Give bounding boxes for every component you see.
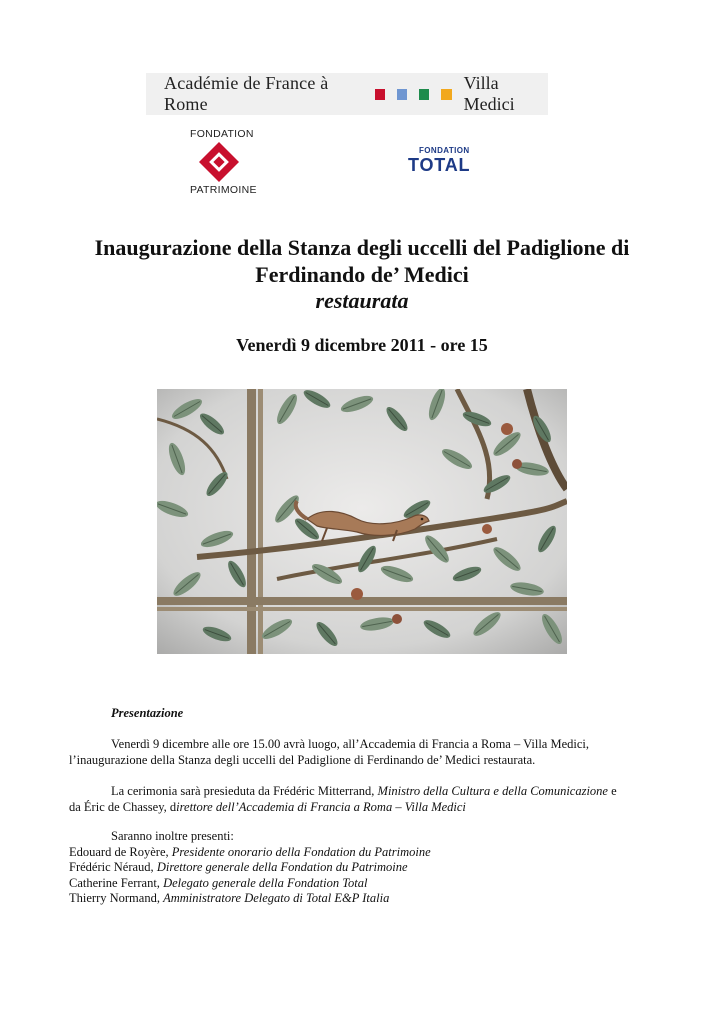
- para2-role-director: irettore dell’Accademia di Francia a Roma – Villa Medici: [176, 799, 466, 814]
- title-line-1: Inaugurazione della Stanza degli uccelli del Padiglione di: [94, 235, 630, 260]
- page-subtitle: restaurata: [315, 288, 409, 313]
- paragraph-1-line-1: Venerdì 9 dicembre alle ore 15.00 avrà luogo, all’Accademia di Francia a Roma – Villa Medici,: [111, 737, 590, 751]
- blue-square: [397, 89, 407, 100]
- attendee-row: [69, 845, 669, 861]
- attendees-intro: Saranno inoltre presenti:: [111, 829, 234, 843]
- green-square: [419, 89, 429, 100]
- fresco-image: [157, 389, 567, 654]
- attendees-list: [69, 829, 669, 907]
- para2-role-minister: Ministro della Cultura e della Comunicazione: [377, 784, 608, 798]
- attendee-name: Catherine Ferrant,: [69, 875, 164, 890]
- attendee-role: Presidente onorario della Fondation du Patrimoine: [171, 844, 431, 859]
- villa-name: Villa Medici: [463, 73, 515, 114]
- header-banner: [146, 73, 548, 115]
- paragraph-2-line-2: [69, 800, 669, 816]
- para2-text-a: La cerimonia sarà presieduta da Frédéric Mitterrand,: [111, 784, 378, 798]
- section-title: Presentazione: [111, 706, 184, 720]
- total-logo-bottom: TOTAL: [408, 155, 471, 175]
- fondation-total-logo: [402, 146, 494, 178]
- paragraph-2: [69, 784, 669, 815]
- total-logo-top: FONDATION: [419, 146, 470, 155]
- para2-text-c: da Éric de Chassey, d: [69, 799, 177, 814]
- attendee-role: Amministratore Delegato di Total E&P Italia: [163, 891, 390, 905]
- red-square: [375, 89, 385, 100]
- attendee-role: Direttore generale della Fondation du Patrimoine: [156, 860, 408, 874]
- title-line-2: Ferdinando de’ Medici: [255, 262, 469, 287]
- paragraph-1: [69, 737, 669, 768]
- attendee-row: [69, 891, 669, 907]
- logo-text-bottom: PATRIMOINE: [190, 184, 257, 196]
- attendee-name: Edouard de Royère,: [69, 844, 172, 859]
- attendee-row: [69, 860, 669, 876]
- page-title: [40, 234, 684, 288]
- para2-text-b: e: [607, 784, 617, 798]
- paragraph-2-line-1: [69, 784, 669, 800]
- orange-square: [441, 89, 451, 100]
- attendee-name: Frédéric Néraud,: [69, 860, 157, 874]
- event-date: Venerdì 9 dicembre 2011 - ore 15: [236, 335, 488, 355]
- patrimoine-diamond-icon: [198, 141, 240, 183]
- attendee-row: [69, 876, 669, 892]
- paragraph-1-line-2: l’inaugurazione della Stanza degli uccelli del Padiglione di Ferdinando de’ Medici restaurata.: [69, 752, 536, 767]
- attendee-name: Thierry Normand,: [69, 891, 164, 905]
- attendee-role: Delegato generale della Fondation Total: [163, 875, 368, 890]
- logo-text-top: FONDATION: [190, 128, 254, 140]
- fondation-patrimoine-logo: [184, 128, 260, 198]
- academy-name: Académie de France à Rome: [164, 73, 329, 114]
